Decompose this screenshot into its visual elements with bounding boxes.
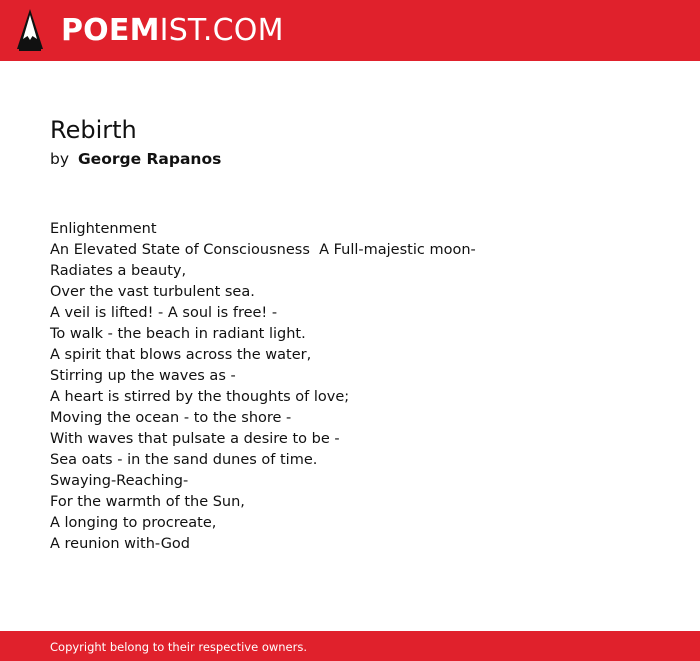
poem-line: Stirring up the waves as -	[50, 368, 236, 384]
logo-bold-text: POEM	[61, 13, 160, 48]
byline	[50, 148, 221, 170]
poem-line: A reunion with-God	[50, 536, 191, 552]
byline-prefix: by	[50, 150, 70, 168]
poem-line: Swaying-Reaching-	[50, 473, 189, 489]
poem-line: To walk - the beach in radiant light.	[50, 326, 306, 342]
poem-line: Radiates a beauty,	[50, 263, 187, 279]
poem-line: Enlightenment	[50, 221, 157, 237]
poem-body	[50, 219, 670, 555]
poem-line: For the warmth of the Sun,	[50, 494, 245, 510]
pencil-icon	[16, 9, 44, 53]
poem-line: A spirit that blows across the water,	[50, 347, 312, 363]
site-logo-link[interactable]	[16, 8, 284, 54]
poem-title: Rebirth	[50, 116, 137, 144]
author-link[interactable]: George Rapanos	[77, 150, 222, 168]
poem-line: Over the vast turbulent sea.	[50, 284, 255, 300]
poem-line: With waves that pulsate a desire to be -	[50, 431, 340, 447]
footer	[0, 631, 700, 661]
poem-line: Sea oats - in the sand dunes of time.	[50, 452, 318, 468]
logo-light-text: IST.COM	[159, 13, 284, 48]
poem-line: A heart is stirred by the thoughts of love;	[50, 389, 350, 405]
poem-line: A longing to procreate,	[50, 515, 217, 531]
top-bar	[0, 0, 700, 61]
poem-line: Moving the ocean - to the shore -	[50, 410, 292, 426]
copyright-text: Copyright belong to their respective owners.	[50, 640, 308, 654]
poem-line: A veil is lifted! - A soul is free! -	[50, 305, 278, 321]
poem-line: An Elevated State of Consciousness A Full-majestic moon-	[50, 242, 476, 258]
site-logo-text	[61, 8, 284, 54]
